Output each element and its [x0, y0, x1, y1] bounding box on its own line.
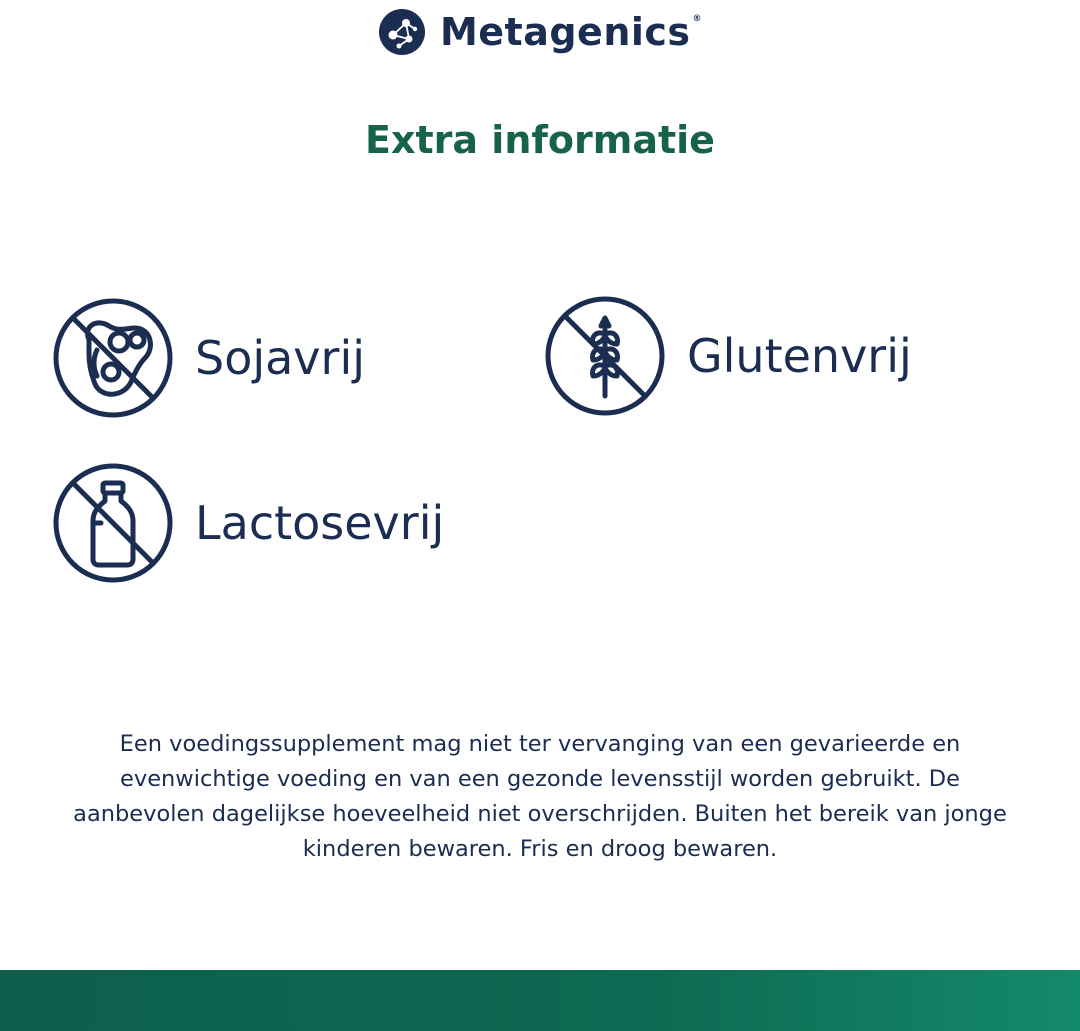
no-soy-icon [53, 298, 173, 418]
feature-lactose-free [53, 463, 444, 583]
feature-label: Lactosevrij [195, 496, 445, 550]
registered-mark: ® [692, 14, 703, 25]
brand-name: Metagenics ® [439, 10, 703, 54]
no-lactose-icon [53, 463, 173, 583]
feature-gluten-free [545, 296, 912, 416]
feature-label: Sojavrij [195, 331, 366, 385]
molecule-globe-icon [378, 8, 426, 56]
footer-bar [0, 970, 1080, 1031]
page-title: Extra informatie [365, 118, 715, 162]
disclaimer-text: Een voedingssupplement mag niet ter vervanging van een gevarieerde en evenwichtige voeding en van een gezonde levensstijl worden gebruikt. De aanbevolen dagelijkse hoeveelheid niet overschrijden. Buiten het bereik van jonge kinderen bewaren. Fris en droog bewaren. [73, 731, 1007, 862]
feature-label: Glutenvrij [687, 329, 912, 383]
feature-soy-free [53, 298, 365, 418]
no-gluten-icon [545, 296, 665, 416]
brand-logo [0, 8, 1080, 56]
